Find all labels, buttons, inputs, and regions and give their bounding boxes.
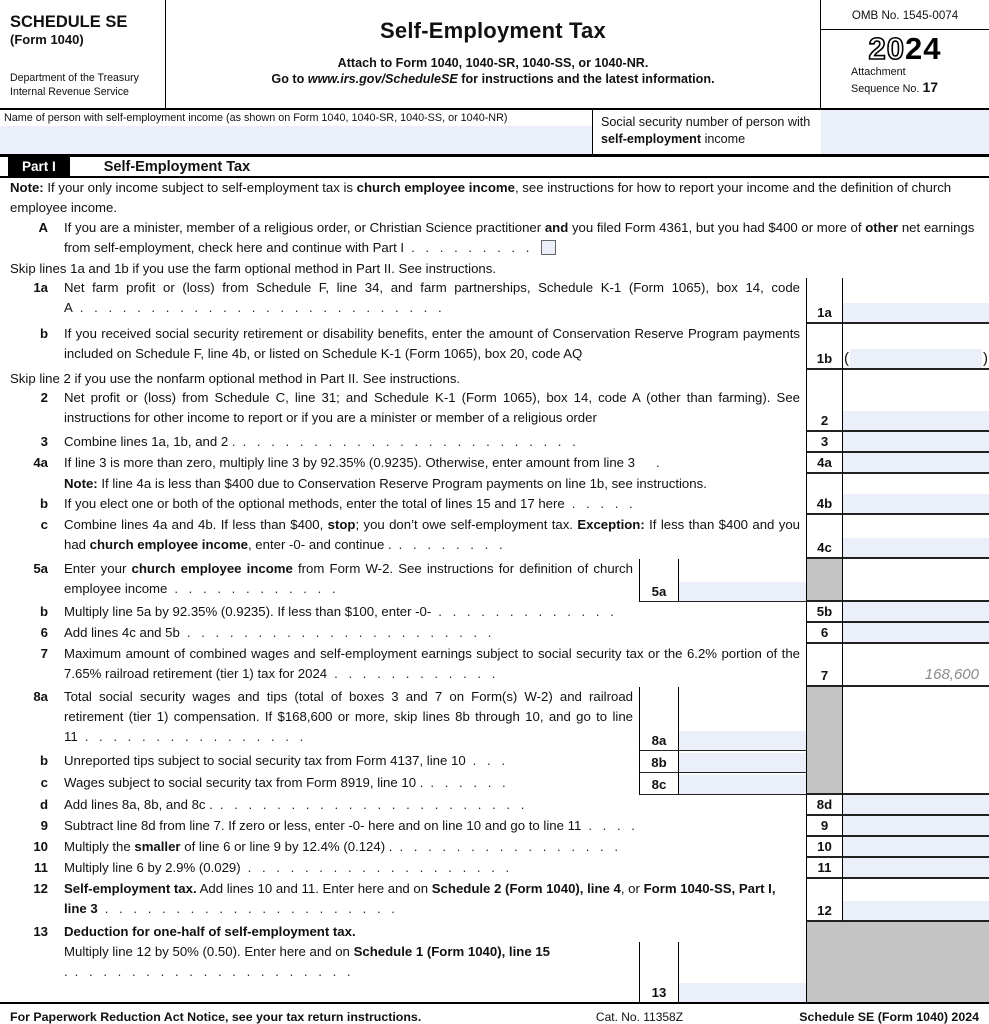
line-8d-segments: Add lines 8a, 8b, and 8c . <box>64 797 213 812</box>
skip2-text: Skip line 2 if you use the nonfarm optional method in Part II. See instructions. <box>10 371 461 386</box>
line-8a-shaded-cell <box>806 687 843 751</box>
line-13-leaders: . . . . . . . . . . . . . . . . . . . . <box>74 964 351 979</box>
line-10-marker: 10 <box>33 839 48 854</box>
line-8c-text <box>58 773 639 795</box>
line-8b-shaded-cell <box>806 751 843 773</box>
line-3-leaders: . . . . . . . . . . . . . . . . . . . . . . . . <box>242 434 576 449</box>
line-2-amount-field[interactable] <box>843 411 989 430</box>
line-10-segments: Multiply the smaller of line 6 or line 9 by 12.4% (0.124) . <box>64 839 393 854</box>
line-11-text <box>58 858 806 879</box>
row-10 <box>0 837 989 858</box>
line-5b-text <box>58 602 806 623</box>
agency-line-1: Department of the Treasury <box>10 72 139 85</box>
form-header <box>0 0 989 110</box>
line-8c-marker: c <box>40 775 48 790</box>
line-5b-box-label: 5b <box>806 602 843 623</box>
identity-row <box>0 110 989 156</box>
ssn-input[interactable] <box>821 110 989 154</box>
row-8b <box>0 751 989 773</box>
line-13-marker: 13 <box>33 924 48 939</box>
row-7 <box>0 644 989 687</box>
line-5b-amount-field[interactable] <box>843 602 989 621</box>
line-a-leaders: . . . . . . . . . <box>411 240 530 255</box>
line-10-box-label: 10 <box>806 837 843 858</box>
line-3-amount-field[interactable] <box>843 432 989 451</box>
line-4a-box-label: 4a <box>806 453 843 474</box>
line-1b-box-label: 1b <box>806 324 843 370</box>
row-8d <box>0 795 989 816</box>
line-1a-box-label: 1a <box>806 278 843 324</box>
line-4c-segments: Combine lines 4a and 4b. If less than $400, stop; you don’t owe self-employment tax. Exception: If less than $400 and you had church employee income, enter -0- and continue . <box>64 517 800 552</box>
line-6-text <box>58 623 806 644</box>
line-12-segments: Self-employment tax. Add lines 10 and 11. Enter here and on Schedule 2 (Form 1040), line 4, or Form 1040-SS, Part I, line 3 <box>64 881 776 916</box>
line-2-marker: 2 <box>40 390 48 405</box>
line-6-box-label: 6 <box>806 623 843 644</box>
paperwork-notice: For Paperwork Reduction Act Notice, see your tax return instructions. <box>10 1010 422 1024</box>
line-4a-amount-field[interactable] <box>843 453 989 472</box>
line-7-box-label: 7 <box>806 644 843 687</box>
form-header-left <box>0 0 165 108</box>
row-note-4a <box>0 474 989 494</box>
line-4b-marker: b <box>39 496 48 511</box>
line-11-segments: Multiply line 6 by 2.9% (0.029) <box>64 860 241 875</box>
line-5b-leaders: . . . . . . . . . . . . . <box>438 604 614 619</box>
name-cell <box>0 110 593 154</box>
row-12 <box>0 879 989 922</box>
row-4c <box>0 515 989 559</box>
line-6-leaders: . . . . . . . . . . . . . . . . . . . . . . <box>186 625 492 640</box>
line-4a-leaders: . <box>656 455 660 470</box>
tax-year-bold: 24 <box>905 31 942 66</box>
row-note <box>0 178 989 218</box>
line-9-box-label: 9 <box>806 816 843 837</box>
line-11-box-label: 11 <box>806 858 843 879</box>
row-5b <box>0 602 989 623</box>
line-5a-leaders: . . . . . . . . . . . . <box>174 581 336 596</box>
line-8a-marker: 8a <box>33 689 48 704</box>
row-8c <box>0 773 989 795</box>
row-11 <box>0 858 989 879</box>
sequence-label: Sequence No. <box>851 82 923 95</box>
line-10-amount-field[interactable] <box>843 837 989 856</box>
row-13-body <box>0 942 989 1002</box>
line-13-box-label: 13 <box>640 942 679 1002</box>
line-9-segments: Subtract line 8d from line 7. If zero or less, enter -0- here and on line 10 and go to line 11 <box>64 818 582 833</box>
line-4c-amount-field[interactable] <box>843 538 989 557</box>
form-title: Self-Employment Tax <box>380 18 606 43</box>
line-13-segments: Multiply line 12 by 50% (0.50). Enter here and on Schedule 1 (Form 1040), line 15 . <box>64 944 550 979</box>
row-3 <box>0 432 989 453</box>
row-4b <box>0 494 989 515</box>
name-input[interactable] <box>0 126 592 154</box>
tax-year-outline: 20 <box>868 31 905 66</box>
form-footer-id: Schedule SE (Form 1040) 2024 <box>799 1010 979 1024</box>
attachment-label: Attachment <box>851 66 906 78</box>
line-10-text <box>58 837 806 858</box>
line-1b-paren-open: ( <box>844 350 849 367</box>
row-skip1 <box>0 260 989 278</box>
line-6-marker: 6 <box>40 625 48 640</box>
form-footer <box>0 1002 989 1024</box>
line-10-leaders: . . . . . . . . . . . . . . . . <box>399 839 619 854</box>
line-8b-box-label: 8b <box>640 751 679 772</box>
line-4a-segments: If line 3 is more than zero, multiply line 3 by 92.35% (0.9235). Otherwise, enter amount from line 3 <box>64 455 636 470</box>
line-3-segments: Combine lines 1a, 1b, and 2 . <box>64 434 236 449</box>
line-1b-marker: b <box>39 326 48 341</box>
attachment-sequence <box>821 66 989 96</box>
line-6-segments: Add lines 4c and 5b <box>64 625 180 640</box>
row-1b <box>0 324 989 370</box>
line-2-segments: Net profit or (loss) from Schedule C, line 31; and Schedule K-1 (Form 1065), box 14, code A (other than farming). See instructions for other income to report or if you are a minister or member of a religious order <box>64 390 800 425</box>
goto-instruction: Go to www.irs.gov/ScheduleSE for instructions and the latest information. <box>271 72 715 86</box>
line-3-marker: 3 <box>40 434 48 449</box>
line-13-shaded-cell-d <box>843 942 989 1002</box>
tax-year <box>821 33 989 64</box>
name-label: Name of person with self-employment income (as shown on Form 1040, 1040-SR, 1040-SS, or 1040-NR) <box>4 112 508 124</box>
row-13-heading <box>0 922 989 942</box>
line-8a-segments: Total social security wages and tips (total of boxes 3 and 7 on Form(s) W-2) and railroad retirement (tier 1) compensation. If $168,600 or more, skip lines 8b through 10, and go to line 11 <box>64 689 633 744</box>
line-4c-marker: c <box>40 517 48 532</box>
line-a-marker: A <box>38 220 48 235</box>
part1-bar <box>0 156 989 178</box>
line-5a-shaded-cell <box>806 559 843 602</box>
line-5b-segments: Multiply line 5a by 92.35% (0.9235). If less than $100, enter -0- <box>64 604 432 619</box>
attach-instruction: Attach to Form 1040, 1040-SR, 1040-SS, or 1040-NR. <box>337 56 649 70</box>
line-1a-marker: 1a <box>33 280 48 295</box>
line-1b-paren-close: ) <box>983 350 988 367</box>
row-9 <box>0 816 989 837</box>
line-1b-amount-field[interactable] <box>850 349 982 368</box>
omb-number: OMB No. 1545-0074 <box>821 0 989 30</box>
line-13-inner-box <box>639 942 806 1002</box>
line-8c-amount-field[interactable] <box>679 775 806 794</box>
line-5b-marker: b <box>39 604 48 619</box>
line-8b-marker: b <box>39 753 48 768</box>
line-3-box-label: 3 <box>806 432 843 453</box>
row-2 <box>0 388 989 432</box>
line-8d-amount-field[interactable] <box>843 795 989 814</box>
line-12-amount-field[interactable] <box>843 901 989 920</box>
line-8c-leaders: . . . . . . <box>430 775 506 790</box>
agency-lines <box>10 72 159 104</box>
line-4a-marker: 4a <box>33 455 48 470</box>
line-1b-segments: If you received social security retirement or disability benefits, enter the amount of Conservation Reserve Program payments included on Schedule F, line 4b, or listed on Schedule K-1 (Form 1065), box 20, code AQ <box>64 326 800 361</box>
line-8a-inner-box <box>639 687 806 751</box>
agency-line-2: Internal Revenue Service <box>10 86 129 99</box>
line-4b-box-label: 4b <box>806 494 843 515</box>
line-9-amount-field[interactable] <box>843 816 989 835</box>
line-13-text <box>58 942 639 1002</box>
line-5a-segments: Enter your church employee income from Form W-2. See instructions for definition of church employee income <box>64 561 633 596</box>
line-7-amount-value: 168,600 <box>924 666 979 683</box>
row-6 <box>0 623 989 644</box>
form-header-right <box>821 0 989 108</box>
line-a-checkbox[interactable] <box>541 240 556 255</box>
line-8d-text <box>58 795 806 816</box>
line-13-shaded-cell-c <box>806 942 843 1002</box>
part1-title: Self-Employment Tax <box>103 158 251 175</box>
line-5a-marker: 5a <box>33 561 48 576</box>
line-8a-box-label: 8a <box>640 687 679 750</box>
line-8b-inner-box <box>639 751 806 773</box>
line-a-text <box>58 218 989 260</box>
line-8a-text <box>58 687 639 751</box>
line-12-box-label: 12 <box>806 879 843 922</box>
line-8b-amount-field[interactable] <box>679 753 806 772</box>
line-12-text <box>58 879 806 922</box>
line-1a-segments: Net farm profit or (loss) from Schedule F, line 34, and farm partnerships, Schedule K-1 (Form 1065), box 14, code A <box>64 280 800 315</box>
line-4c-text <box>58 515 806 559</box>
line-7-leaders: . . . . . . . . . . . . <box>334 666 496 681</box>
row-4a <box>0 453 989 474</box>
line-8c-segments: Wages subject to social security tax from Form 8919, line 10 . <box>64 775 424 790</box>
line-4c-box-label: 4c <box>806 515 843 559</box>
line-11-leaders: . . . . . . . . . . . . . . . . . . . <box>247 860 510 875</box>
line-4b-text <box>58 494 806 515</box>
form-header-center <box>165 0 821 108</box>
row-1a <box>0 278 989 324</box>
row-8a <box>0 687 989 751</box>
line-4b-leaders: . . . . . <box>571 496 633 511</box>
line-8b-text <box>58 751 639 773</box>
line-3-text <box>58 432 806 453</box>
line-2-text <box>58 388 806 432</box>
line-4b-amount-field[interactable] <box>843 494 989 513</box>
line-11-marker: 11 <box>34 860 48 875</box>
line-1a-text <box>58 278 806 324</box>
line-12-marker: 12 <box>33 881 48 896</box>
line-8a-amount-field[interactable] <box>679 731 806 750</box>
ssn-label: Social security number of person with self-employment income <box>601 115 811 146</box>
line-1b-text <box>58 324 806 370</box>
line-8d-box-label: 8d <box>806 795 843 816</box>
row-a <box>0 218 989 260</box>
line-4b-segments: If you elect one or both of the optional methods, enter the total of lines 15 and 17 here <box>64 496 565 511</box>
line-5a-text <box>58 559 639 602</box>
line-13-heading-text: Deduction for one-half of self-employment tax. <box>64 924 356 939</box>
line-6-amount-field[interactable] <box>843 623 989 642</box>
line-9-text <box>58 816 806 837</box>
form-body <box>0 178 989 1002</box>
line-8c-inner-box <box>639 773 806 795</box>
line-8b-segments: Unreported tips subject to social security tax from Form 4137, line 10 <box>64 753 466 768</box>
line-13-shaded-cell-a <box>806 922 843 942</box>
line-7-segments: Maximum amount of combined wages and self-employment earnings subject to social security tax or the 6.2% portion of the 7.65% railroad retirement (tier 1) tax for 2024 <box>64 646 800 681</box>
line-13-shaded-cell-b <box>843 922 989 942</box>
line-5a-inner-box <box>639 559 806 602</box>
line-9-leaders: . . . . <box>588 818 635 833</box>
line-8c-shaded-cell <box>806 773 843 795</box>
line-4c-leaders: . . . . . . . . <box>398 537 503 552</box>
line-4a-text <box>58 453 806 474</box>
line-12-leaders: . . . . . . . . . . . . . . . . . . . . . <box>104 901 395 916</box>
line-7-text <box>58 644 806 687</box>
line-5a-amount-field[interactable] <box>679 582 806 601</box>
note-4a-text: Note: If line 4a is less than $400 due to Conservation Reserve Program payments on line 1b, see instructions. <box>64 476 707 491</box>
schedule-name: SCHEDULE SE <box>10 13 128 31</box>
line-13-amount-field[interactable] <box>679 983 806 1002</box>
sequence-number: 17 <box>922 78 939 95</box>
line-8c-box-label: 8c <box>640 773 679 794</box>
catalog-number: Cat. No. 11358Z <box>595 1010 684 1024</box>
line-7-marker: 7 <box>40 646 48 661</box>
line-11-amount-field[interactable] <box>843 858 989 877</box>
line-8b-leaders: . . . <box>472 753 505 768</box>
skip1-text: Skip lines 1a and 1b if you use the farm optional method in Part II. See instructions. <box>10 261 497 276</box>
line-8d-leaders: . . . . . . . . . . . . . . . . . . . . . . <box>219 797 525 812</box>
row-5a <box>0 559 989 602</box>
line-5a-box-label: 5a <box>640 559 679 601</box>
form-number: (Form 1040) <box>10 32 84 48</box>
line-8d-marker: d <box>39 797 48 812</box>
line-2-box-label: 2 <box>806 388 843 432</box>
line-1a-leaders: . . . . . . . . . . . . . . . . . . . . . . . . . . <box>79 300 442 315</box>
line-8a-leaders: . . . . . . . . . . . . . . . . <box>84 729 304 744</box>
part1-badge: Part I <box>8 157 70 176</box>
line-1a-amount-field[interactable] <box>843 303 989 322</box>
line-9-marker: 9 <box>40 818 48 833</box>
row-skip2 <box>0 370 989 388</box>
note-text: Note: If your only income subject to self-employment tax is church employee income, see instructions for how to report your income and the definition of church employee income. <box>10 180 952 215</box>
line-a-segments: If you are a minister, member of a religious order, or Christian Science practitioner and you filed Form 4361, but you had $400 or more of other net earnings from self-employment, check here and continue with Part I <box>64 220 975 255</box>
